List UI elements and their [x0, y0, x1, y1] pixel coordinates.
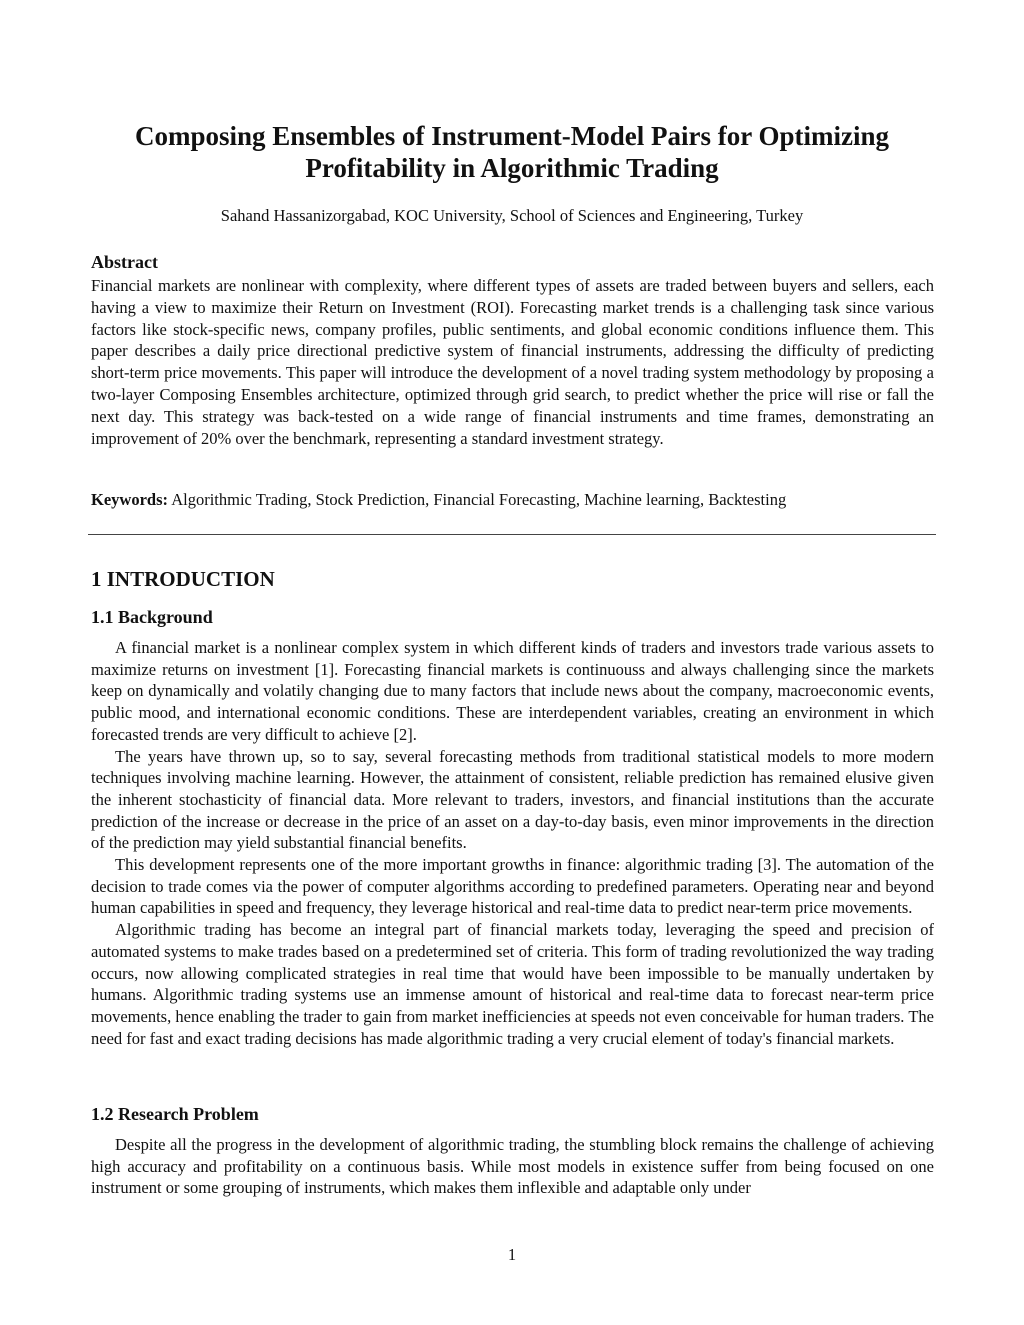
paper-title: Composing Ensembles of Instrument-Model Pairs for Optimizing Profitability in Algorithmic Trading	[135, 121, 889, 183]
keywords-label: Keywords:	[91, 490, 168, 509]
section-divider	[88, 534, 936, 535]
research-problem-body	[91, 1134, 934, 1199]
paragraph: Algorithmic trading has become an integral part of financial markets today, leveraging the speed and precision of automated systems to make trades based on a predetermined set of criteria. This form of trading revolutionized the way trading occurs, now allowing complicated strategies in real time that would have been impossible to be manually undertaken by humans. Algorithmic trading systems use an immense amount of historical and real-time data to forecast near-term price movements, hence enabling the trader to gain from market inefficiencies at speeds not even conceivable for human traders. The need for fast and exact trading decisions has made algorithmic trading a very crucial element of today's financial markets.	[91, 920, 934, 1048]
paragraph: The years have thrown up, so to say, several forecasting methods from traditional statistical models to more modern techniques involving machine learning. However, the attainment of consistent, reliable prediction has remained elusive given the inherent stochasticity of financial data. More relevant to traders, investors, and financial institutions than the accurate prediction of the increase or decrease in the price of an asset on a day-to-day basis, even minor improvements in the direction of the prediction may yield substantial financial benefits.	[91, 746, 934, 853]
page-number: 1	[507, 1245, 517, 1264]
paragraph: This development represents one of the more important growths in finance: algorithmic trading [3]. The automation of the decision to trade comes via the power of computer algorithms according to predefined parameters. Operating near and beyond human capabilities in speed and frequency, they leverage historical and real-time data to predict near-term price movements.	[91, 855, 934, 918]
paragraph: Despite all the progress in the development of algorithmic trading, the stumbling block remains the challenge of achieving high accuracy and profitability on a continuous basis. While most models in existence suffer from being focused on one instrument or some grouping of instruments, which makes them inflexible and adaptable only under	[91, 1135, 934, 1198]
abstract-text: Financial markets are nonlinear with complexity, where different types of assets are traded between buyers and sellers, each having a view to maximize their Return on Investment (ROI). Forecasting market trends is a challenging task since various factors like stock-specific news, company profiles, public sentiments, and global economic conditions influence them. This paper describes a daily price directional predictive system of financial instruments, addressing the difficulty of predicting short-term price movements. This paper will introduce the development of a novel trading system methodology by proposing a two-layer Composing Ensembles architecture, optimized through grid search, to predict whether the price will rise or fall the next day. This strategy was back-tested on a wide range of financial instruments and time frames, demonstrating an improvement of 20% over the benchmark, representing a standard investment strategy.	[91, 276, 934, 448]
subsection-heading-research-problem: 1.2 Research Problem	[91, 1104, 259, 1124]
background-body	[91, 637, 934, 1049]
keywords-line	[91, 490, 934, 510]
keywords-list: Algorithmic Trading, Stock Prediction, Financial Forecasting, Machine learning, Backtesting	[171, 490, 787, 509]
abstract-heading: Abstract	[91, 252, 158, 272]
section-heading-introduction: 1 INTRODUCTION	[91, 567, 275, 591]
paragraph: A financial market is a nonlinear complex system in which different kinds of traders and investors trade various assets to maximize returns on investment [1]. Forecasting financial markets is continuouss and always challenging since the markets keep on dynamically and volatily changing due to many factors that include news about the company, macroeconomic events, public mood, and international economic conditions. These are interdependent variables, creating an environment in which forecasted trends are very difficult to achieve [2].	[91, 638, 934, 744]
subsection-heading-background: 1.1 Background	[91, 607, 213, 627]
author-line: Sahand Hassanizorgabad, KOC University, School of Sciences and Engineering, Turkey	[220, 206, 804, 225]
